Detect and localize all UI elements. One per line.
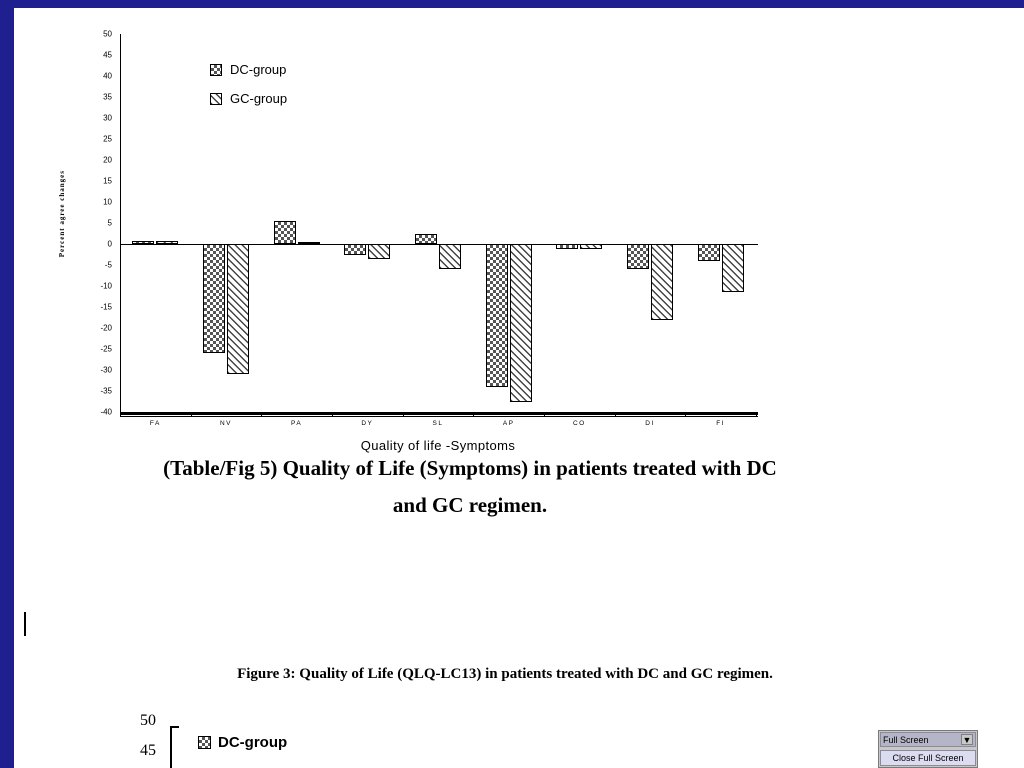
chart-bar [132, 241, 154, 244]
chart-bar [439, 244, 461, 269]
chart-bar [722, 244, 744, 292]
chart-xtick-label: FI [716, 420, 726, 427]
chart-ytick-label: -30 [100, 365, 112, 375]
chart-ytick-label: -5 [104, 260, 112, 270]
figure5-caption [40, 450, 900, 524]
chart-ytick-label: 5 [107, 218, 112, 228]
chart-x-axis-title: Quality of life -Symptoms [360, 438, 516, 453]
chart2-legend-label-dc: DC-group [218, 734, 288, 751]
chart-y-axis-ticks [60, 29, 116, 417]
chart-xtick-mark [685, 412, 686, 417]
chart-xtick-label: SL [432, 420, 444, 427]
fullscreen-toolbar[interactable] [878, 730, 978, 768]
chart-bar [368, 244, 390, 259]
chart-ytick-label: 15 [103, 176, 112, 186]
chart-ytick-label: 10 [103, 197, 112, 207]
chart-symptoms [58, 20, 820, 453]
chart-bar [344, 244, 366, 255]
chart-xtick-label: FA [149, 420, 161, 427]
chart-x-axis-line-shadow [120, 416, 758, 417]
chart-ytick-label: 25 [103, 134, 112, 144]
chart-xtick-label: NV [219, 420, 233, 427]
chart-xtick-mark [756, 412, 757, 417]
chart-xtick-label: DY [361, 420, 374, 427]
legend-item-dc [210, 62, 287, 77]
chart-ytick-label: 0 [107, 239, 112, 249]
chart-xtick-mark [473, 412, 474, 417]
chart-bar [580, 244, 602, 249]
chart-ytick-label: 35 [103, 92, 112, 102]
chart-bar [627, 244, 649, 269]
chart-xtick-mark [120, 412, 121, 417]
chart-xtick-label: PA [291, 420, 303, 427]
chart-qlq-lc13-partial [120, 712, 520, 768]
chart-legend [210, 62, 287, 120]
chart-xtick-mark [615, 412, 616, 417]
chart-ytick-label: -35 [100, 386, 112, 396]
chart-bar [556, 244, 578, 249]
legend-label-dc: DC-group [230, 62, 287, 77]
chart-bar [698, 244, 720, 261]
chart-ytick-label: -25 [100, 344, 112, 354]
chart-xtick-mark [403, 412, 404, 417]
chart2-y-axis-cap [170, 726, 179, 728]
chart-x-axis-line [120, 412, 758, 415]
chart-xtick-label: AP [502, 420, 515, 427]
chart-xtick-label: CO [572, 420, 586, 427]
chart-bar [274, 221, 296, 244]
checker-swatch-icon [210, 64, 222, 76]
chart-ytick-label: -20 [100, 323, 112, 333]
fullscreen-toolbar-title: Full Screen [883, 734, 929, 745]
chart-bar [651, 244, 673, 320]
chart-bar [203, 244, 225, 353]
chart-xtick-mark [332, 412, 333, 417]
chart-xtick-mark [191, 412, 192, 417]
chart-ytick-label: 40 [103, 71, 112, 81]
chart-xtick-label: DI [645, 420, 655, 427]
chart2-ytick-45: 45 [140, 742, 156, 759]
chart-bar [415, 234, 437, 245]
chart-ytick-label: -40 [100, 407, 112, 417]
chart-ytick-label: 45 [103, 50, 112, 60]
chart-ytick-label: 50 [103, 29, 112, 39]
diagonal-swatch-icon [210, 93, 222, 105]
chart2-legend-item-dc [198, 734, 287, 751]
chevron-down-icon[interactable]: ▼ [962, 734, 972, 745]
chart-y-axis-title: Percent agree changes [58, 170, 66, 258]
fullscreen-toolbar-titlebar[interactable] [880, 732, 976, 747]
chart-x-axis-categories [120, 420, 756, 438]
chart2-y-axis-line [170, 726, 172, 768]
figure5-caption-line1: (Table/Fig 5) Quality of Life (Symptoms) in patients treated with DC [163, 456, 777, 480]
chart-bar [298, 242, 320, 244]
chart-ytick-label: 20 [103, 155, 112, 165]
chart-ytick-label: -10 [100, 281, 112, 291]
figure5-caption-line2: and GC regimen. [392, 492, 548, 517]
chart-bar [486, 244, 508, 387]
chart2-ytick-50: 50 [140, 712, 156, 729]
chart-bar [156, 241, 178, 244]
chart-bar [227, 244, 249, 374]
text-cursor [24, 612, 26, 636]
checker-swatch-icon [198, 736, 211, 749]
legend-label-gc: GC-group [230, 91, 288, 106]
legend-item-gc [210, 91, 287, 106]
close-full-screen-button[interactable]: Close Full Screen [880, 750, 976, 766]
figure3-caption: Figure 3: Quality of Life (QLQ-LC13) in patients treated with DC and GC regimen. [237, 666, 773, 682]
chart-xtick-mark [261, 412, 262, 417]
chart-xtick-mark [544, 412, 545, 417]
chart-ytick-label: 30 [103, 113, 112, 123]
chart-bar [510, 244, 532, 402]
chart-ytick-label: -15 [100, 302, 112, 312]
